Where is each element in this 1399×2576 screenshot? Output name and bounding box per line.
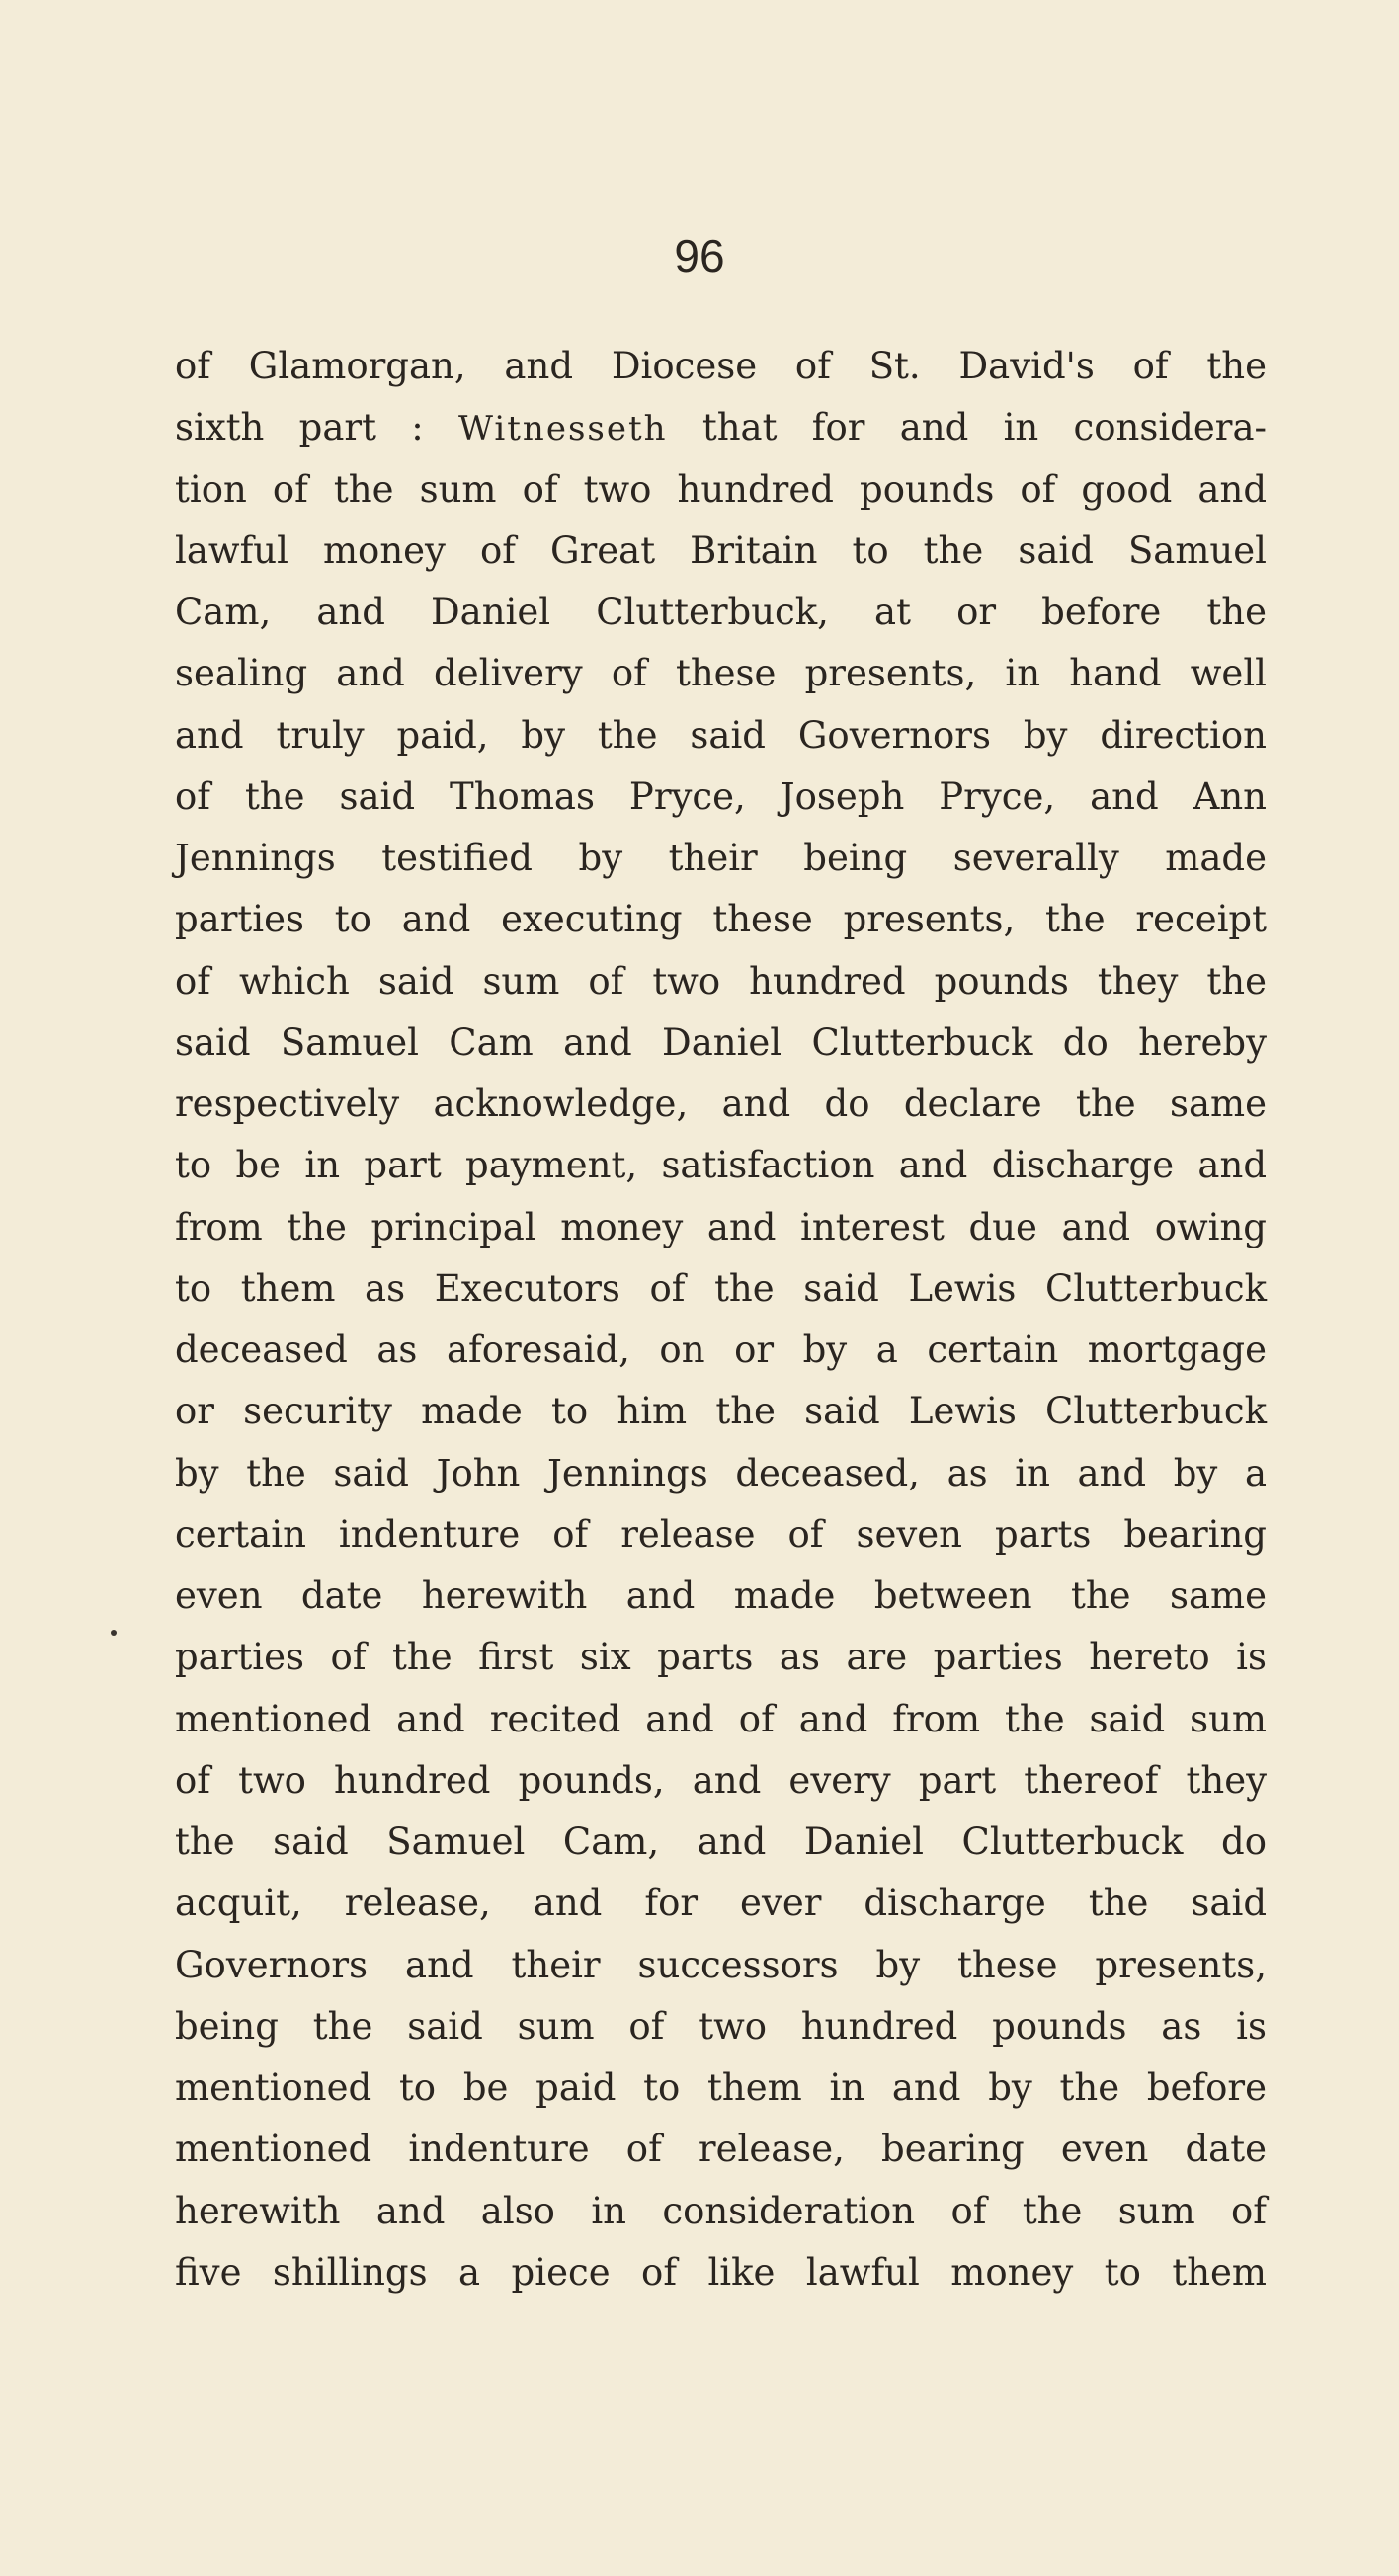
text-line: lawful money of Great Britain to the said Samuel xyxy=(175,528,1267,572)
page-number: 96 xyxy=(674,230,725,282)
text-line: mentioned and recited and of and from the said sum xyxy=(175,1697,1267,1740)
text-line: herewith and also in consideration of the sum of xyxy=(175,2189,1267,2232)
text-line: to be in part payment, satisfaction and discharge and xyxy=(175,1144,1267,1187)
small-caps-word: Witnesseth xyxy=(458,409,668,449)
text-line: mentioned indenture of release, bearing even date xyxy=(175,2128,1267,2171)
text-line: by the said John Jennings deceased, as in and by a xyxy=(175,1451,1267,1494)
text-line: to them as Executors of the said Lewis Clutterbuck xyxy=(175,1266,1267,1310)
body-text xyxy=(175,336,1267,2303)
text-line: Jennings testified by their being severally made xyxy=(175,837,1267,879)
text-line: of Glamorgan, and Diocese of St. David's of the xyxy=(175,345,1267,387)
text-line: deceased as aforesaid, on or by a certain mortgage xyxy=(175,1328,1267,1371)
text-line: parties to and executing these presents, the receipt xyxy=(175,898,1267,941)
text-line: even date herewith and made between the same xyxy=(175,1574,1267,1617)
line-segment: that for and in considera- xyxy=(667,406,1268,449)
text-line: tion of the sum of two hundred pounds of good and xyxy=(175,467,1267,511)
line-segment: sixth part : xyxy=(175,406,459,449)
text-line: parties of the first six parts as are parties hereto is xyxy=(175,1636,1267,1679)
text-line: from the principal money and interest due and owing xyxy=(175,1205,1267,1248)
text-line: of which said sum of two hundred pounds they the xyxy=(175,959,1267,1003)
text-line: being the said sum of two hundred pounds as is xyxy=(175,2004,1267,2048)
text-line: mentioned to be paid to them in and by the before xyxy=(175,2066,1267,2109)
margin-mark xyxy=(111,1630,117,1636)
text-line: of the said Thomas Pryce, Joseph Pryce, and Ann xyxy=(175,774,1267,818)
text-line: Governors and their successors by these presents, xyxy=(175,1943,1267,1986)
text-line: certain indenture of release of seven parts bearing xyxy=(175,1512,1267,1556)
text-line: and truly paid, by the said Governors by direction xyxy=(175,713,1267,757)
text-line: or security made to him the said Lewis Clutterbuck xyxy=(175,1390,1267,1433)
text-line: of two hundred pounds, and every part thereof they xyxy=(175,1758,1267,1802)
text-line: sealing and delivery of these presents, in hand well xyxy=(175,652,1267,695)
text-line: the said Samuel Cam, and Daniel Clutterbuck do xyxy=(175,1820,1267,1863)
text-line: Cam, and Daniel Clutterbuck, at or before the xyxy=(175,591,1267,633)
text-line xyxy=(175,397,1267,458)
text-line: five shillings a piece of like lawful money to them xyxy=(175,2250,1267,2294)
text-line: acquit, release, and for ever discharge the said xyxy=(175,1882,1267,1925)
text-line: respectively acknowledge, and do declare the same xyxy=(175,1083,1267,1125)
text-line: said Samuel Cam and Daniel Clutterbuck do hereby xyxy=(175,1020,1267,1064)
